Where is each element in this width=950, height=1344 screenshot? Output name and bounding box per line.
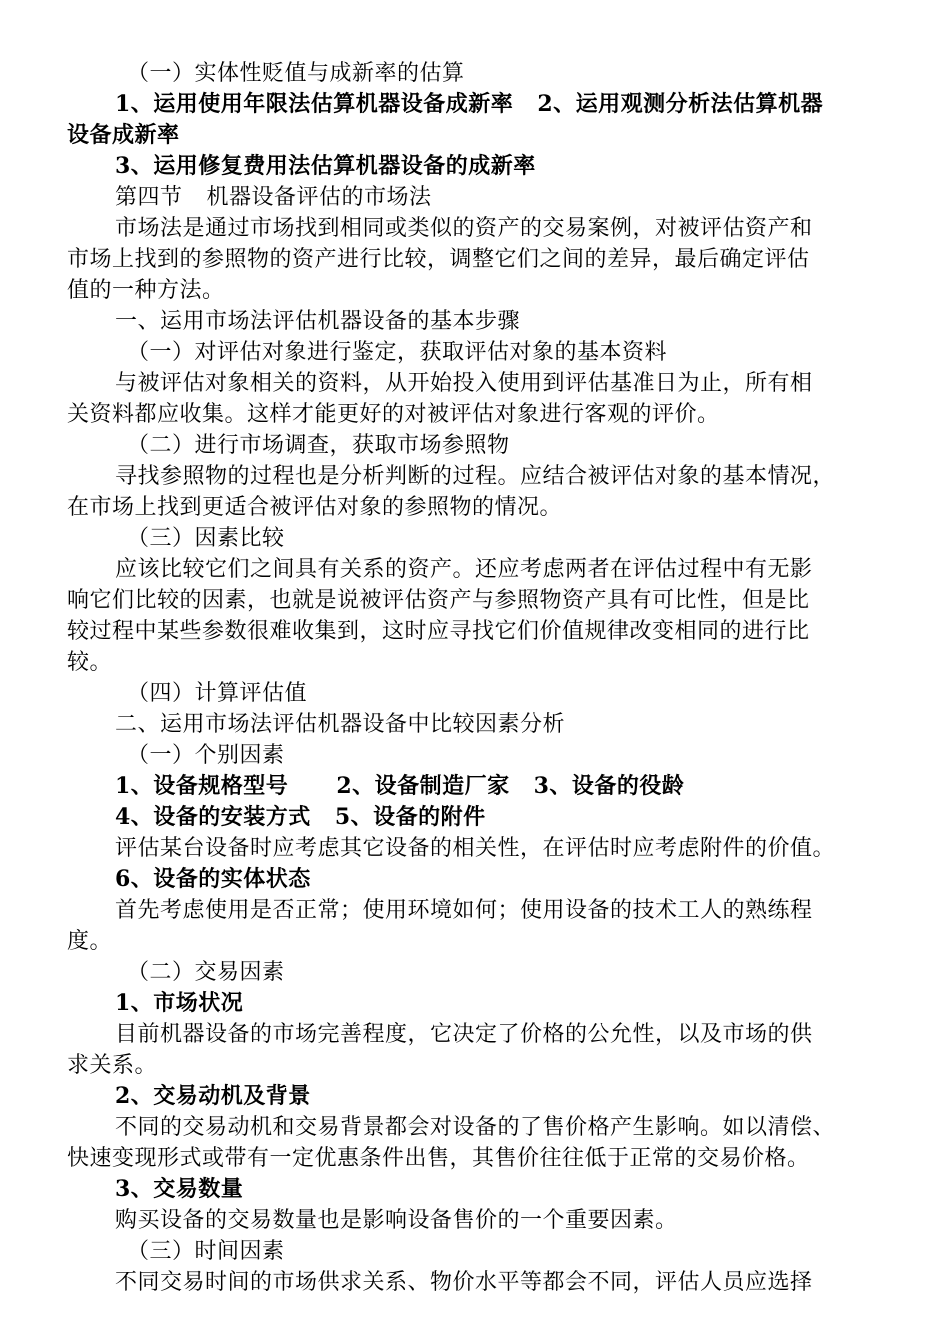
heading-comparison-factors: 二、运用市场法评估机器设备中比较因素分析 bbox=[115, 712, 566, 737]
paragraph-line: 应该比较它们之间具有关系的资产。还应考虑两者在评估过程中有无影 bbox=[115, 557, 813, 582]
subheading-step-4: （四）计算评估值 bbox=[127, 681, 308, 706]
paragraph-line: 目前机器设备的市场完善程度，它决定了价格的公允性，以及市场的供 bbox=[115, 1022, 813, 1047]
factor-item-5: 5、设备的附件 bbox=[334, 804, 486, 830]
paragraph-line: 响它们比较的因素，也就是说被评估资产与参照物资产具有可比性，但是比 bbox=[67, 588, 810, 613]
paragraph-line: 与被评估对象相关的资料，从开始投入使用到评估基准日为止，所有相 bbox=[115, 371, 813, 396]
paragraph-line: 较。 bbox=[67, 650, 113, 675]
paragraph-line: 不同交易时间的市场供求关系、物价水平等都会不同，评估人员应选择 bbox=[115, 1270, 813, 1295]
paragraph-line: 值的一种方法。 bbox=[67, 278, 225, 303]
document-page bbox=[67, 58, 867, 1298]
method-item-3: 3、运用修复费用法估算机器设备的成新率 bbox=[115, 153, 536, 179]
method-item-1: 1、运用使用年限法估算机器设备成新率 bbox=[115, 91, 514, 117]
paragraph-line: 市场法是通过市场找到相同或类似的资产的交易案例，对被评估资产和 bbox=[115, 216, 813, 241]
transaction-item-3: 3、交易数量 bbox=[115, 1176, 244, 1202]
paragraph-line: 度。 bbox=[67, 929, 113, 954]
transaction-item-2: 2、交易动机及背景 bbox=[115, 1083, 311, 1109]
subheading-step-2: （二）进行市场调查，获取市场参照物 bbox=[127, 433, 510, 458]
section-number: 第四节 bbox=[115, 185, 183, 210]
paragraph-line: 在市场上找到更适合被评估对象的参照物的情况。 bbox=[67, 495, 563, 520]
factor-item-1: 1、设备规格型号 bbox=[115, 773, 289, 799]
text-line: 设备成新率 bbox=[67, 122, 180, 148]
paragraph-line: 不同的交易动机和交易背景都会对设备的了售价格产生影响。如以清偿、 bbox=[115, 1115, 836, 1140]
paragraph-line: 快速变现形式或带有一定优惠条件出售，其售价往往低于正常的交易价格。 bbox=[67, 1146, 810, 1171]
transaction-item-1: 1、市场状况 bbox=[115, 990, 244, 1016]
paragraph-line: 市场上找到的参照物的资产进行比较，调整它们之间的差异，最后确定评估 bbox=[67, 247, 810, 272]
paragraph-line: 关资料都应收集。这样才能更好的对被评估对象进行客观的评价。 bbox=[67, 402, 720, 427]
heading-basic-steps: 一、运用市场法评估机器设备的基本步骤 bbox=[115, 309, 521, 334]
paragraph-line: 评估某台设备时应考虑其它设备的相关性，在评估时应考虑附件的价值。 bbox=[115, 836, 836, 861]
factor-list-line bbox=[67, 802, 867, 833]
subheading-transaction-factors: （二）交易因素 bbox=[127, 960, 285, 985]
subheading-time-factors: （三）时间因素 bbox=[127, 1239, 285, 1264]
method-item-2: 2、运用观测分析法估算机器 bbox=[537, 91, 824, 117]
paragraph-line: 首先考虑使用是否正常；使用环境如何；使用设备的技术工人的熟练程 bbox=[115, 898, 813, 923]
subheading-physical-depreciation: （一）实体性贬值与成新率的估算 bbox=[127, 61, 465, 86]
factor-item-3: 3、设备的役龄 bbox=[533, 773, 685, 799]
paragraph-line: 购买设备的交易数量也是影响设备售价的一个重要因素。 bbox=[115, 1208, 678, 1233]
factor-item-2: 2、设备制造厂家 bbox=[336, 773, 510, 799]
subheading-step-3: （三）因素比较 bbox=[127, 526, 285, 551]
section-heading bbox=[67, 182, 867, 213]
paragraph-line: 较过程中某些参数很难收集到，这时应寻找它们价值规律改变相同的进行比 bbox=[67, 619, 810, 644]
factor-item-4: 4、设备的安装方式 bbox=[115, 804, 311, 830]
subheading-individual-factors: （一）个别因素 bbox=[127, 743, 285, 768]
factor-list-line bbox=[67, 771, 867, 802]
subheading-step-1: （一）对评估对象进行鉴定，获取评估对象的基本资料 bbox=[127, 340, 668, 365]
method-list-line bbox=[67, 89, 867, 120]
factor-item-6: 6、设备的实体状态 bbox=[115, 866, 311, 892]
paragraph-line: 求关系。 bbox=[67, 1053, 158, 1078]
paragraph-line: 寻找参照物的过程也是分析判断的过程。应结合被评估对象的基本情况， bbox=[115, 464, 836, 489]
section-title: 机器设备评估的市场法 bbox=[206, 185, 432, 210]
